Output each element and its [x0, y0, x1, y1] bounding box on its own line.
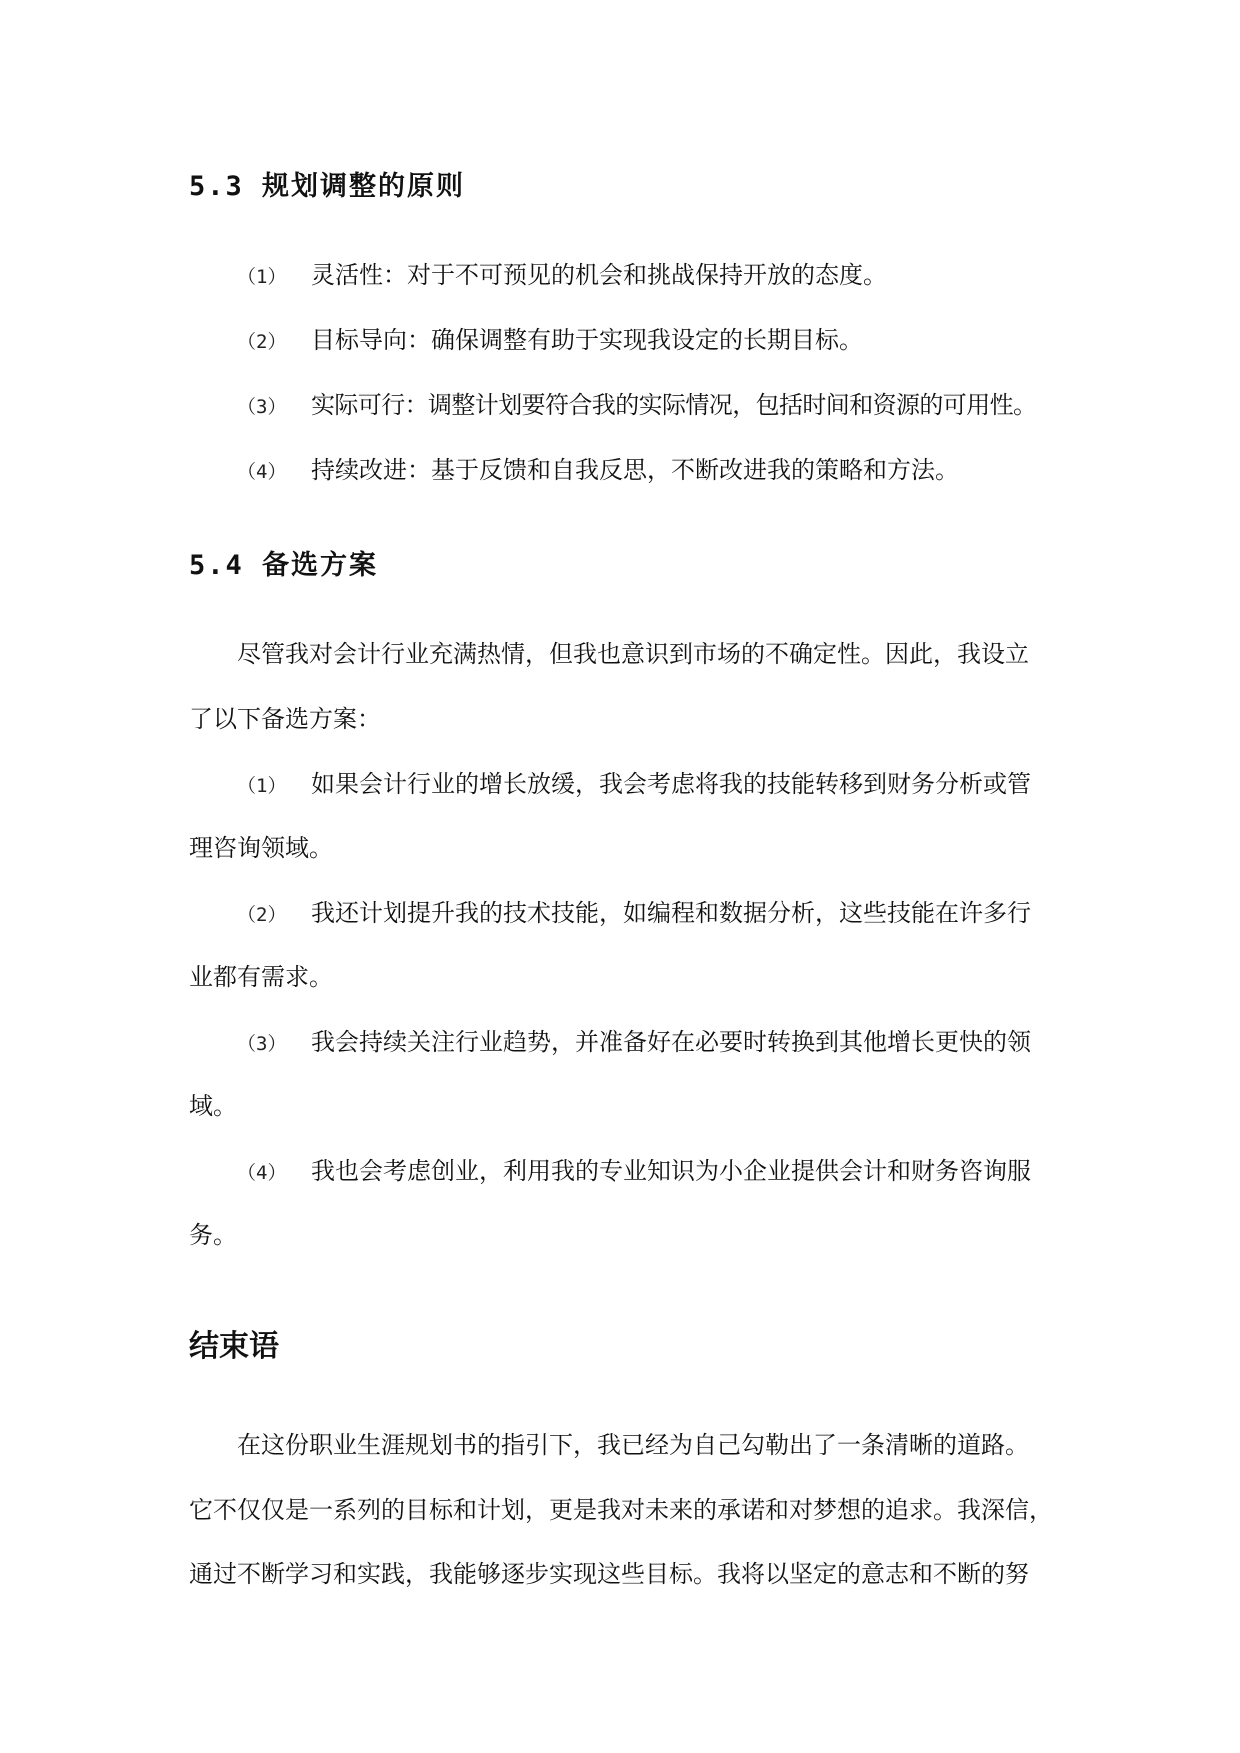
item-text: 灵活性：对于不可预见的机会和挑战保持开放的态度。	[311, 261, 887, 289]
item-number: （3）	[237, 1033, 287, 1055]
item-text: 如果会计行业的增长放缓，我会考虑将我的技能转移到财务分析或管	[311, 770, 1031, 798]
paragraph-line: 尽管我对会计行业充满热情，但我也意识到市场的不确定性。因此，我设立	[237, 640, 1029, 668]
section-5-4-heading: 5.4 备选方案	[189, 550, 379, 581]
principle-item	[237, 388, 1036, 424]
item-number: （1）	[237, 775, 287, 797]
principle-item	[237, 453, 959, 489]
item-text: 实际可行：调整计划要符合我的实际情况，包括时间和资源的可用性。	[311, 391, 1037, 419]
section-5-3-heading: 5.3 规划调整的原则	[189, 171, 466, 202]
conclusion-heading: 结束语	[189, 1329, 279, 1364]
item-number: （4）	[237, 1162, 287, 1184]
item-continuation: 务。	[189, 1221, 237, 1249]
item-text: 我还计划提升我的技术技能，如编程和数据分析，这些技能在许多行	[311, 899, 1031, 927]
item-number: （4）	[237, 461, 287, 483]
paragraph-line: 它不仅仅是一系列的目标和计划，更是我对未来的承诺和对梦想的追求。我深信，	[189, 1496, 1053, 1524]
item-number: （2）	[237, 904, 287, 926]
principle-item	[237, 323, 863, 359]
item-continuation: 业都有需求。	[189, 963, 333, 991]
item-continuation: 域。	[189, 1092, 237, 1120]
item-text: 我会持续关注行业趋势，并准备好在必要时转换到其他增长更快的领	[311, 1028, 1031, 1056]
item-number: （2）	[237, 331, 287, 353]
item-continuation: 理咨询领域。	[189, 834, 333, 862]
item-text: 目标导向：确保调整有助于实现我设定的长期目标。	[311, 326, 863, 354]
alternative-item	[237, 896, 1031, 932]
principle-item	[237, 258, 887, 294]
item-text: 我也会考虑创业，利用我的专业知识为小企业提供会计和财务咨询服	[311, 1157, 1031, 1185]
item-number: （1）	[237, 266, 287, 288]
paragraph-line: 通过不断学习和实践，我能够逐步实现这些目标。我将以坚定的意志和不断的努	[189, 1560, 1029, 1588]
alternative-item	[237, 767, 1031, 803]
item-text: 持续改进：基于反馈和自我反思，不断改进我的策略和方法。	[311, 456, 959, 484]
item-number: （3）	[237, 396, 287, 418]
paragraph-line: 在这份职业生涯规划书的指引下，我已经为自己勾勒出了一条清晰的道路。	[237, 1431, 1029, 1459]
alternative-item	[237, 1154, 1031, 1190]
alternative-item	[237, 1025, 1031, 1061]
paragraph-line: 了以下备选方案：	[189, 705, 381, 733]
